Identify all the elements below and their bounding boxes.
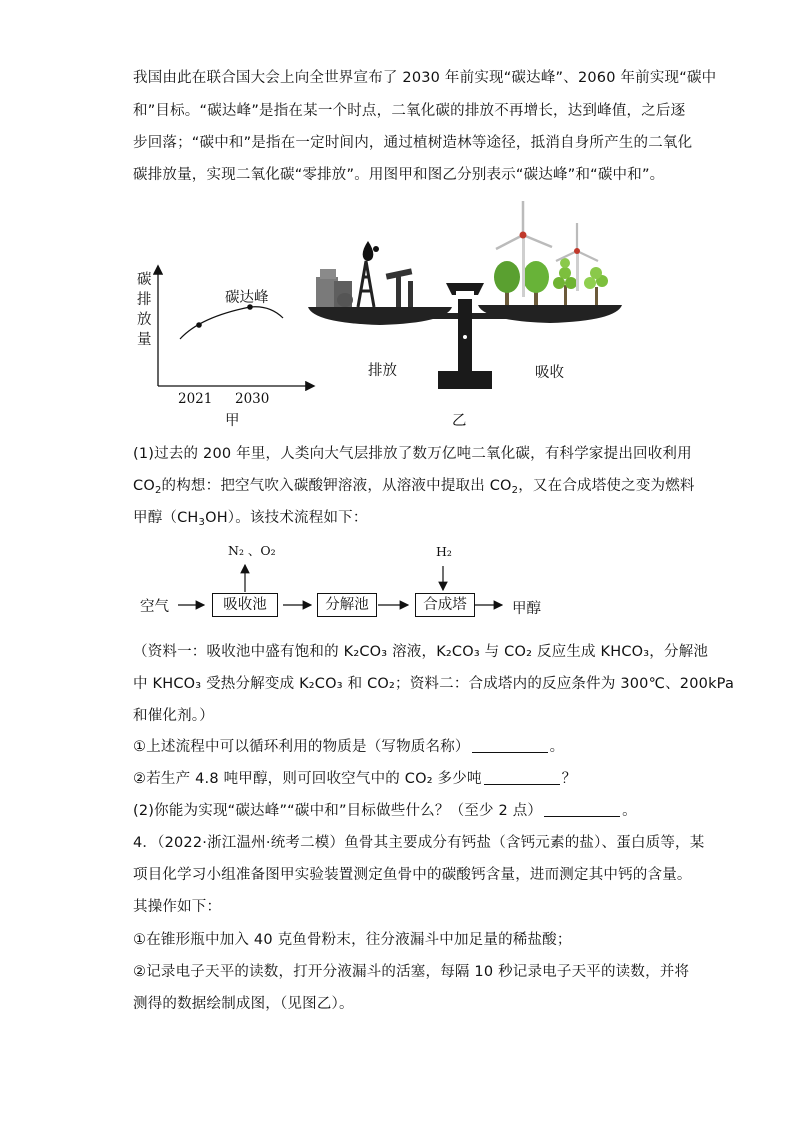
absorption-tank-box: 吸收池 [212,593,278,617]
subq-a: ①上述流程中可以循环利用的物质是（写物质名称） 。 [133,739,565,755]
figure-jia-caption: 甲 [225,413,240,429]
q1-line-2: $CO_2$的构想：把空气吹入碳酸钾溶液，从溶液中提取出 $CO_2$，又在合成塔使之变为燃料 [133,478,695,496]
q4-line-3: 其操作如下： [133,899,222,915]
intro-line-3: 步回落；“碳中和”是指在一定时间内，通过植树造林等途径，抵消自身所产生的二氧化 [133,135,693,151]
answer-blank-b[interactable] [484,770,560,785]
decomposition-tank-box: 分解池 [317,593,377,617]
q4-step-3: 测得的数据绘制成图，（见图乙）。 [133,996,354,1012]
flow-h2-input: H₂ [436,544,452,559]
synthesis-tower-box: 合成塔 [415,593,475,617]
subq-b: ②若生产 4.8 吨甲醇，则可回收空气中的 CO₂ 多少吨 ？ [133,771,577,787]
flow-n2-o2-output: N₂ 、O₂ [228,543,276,558]
answer-blank-c[interactable] [544,802,620,817]
figure-yi-caption: 乙 [452,413,467,429]
x-tick-2021: 2021 [178,391,213,407]
material-line-2: 中 KHCO₃ 受热分解变成 K₂CO₃ 和 CO₂；资料二：合成塔内的反应条件为 300℃、200kPa [133,676,735,692]
q4-step-2: ②记录电子天平的读数，打开分液漏斗的活塞，每隔 10 秒记录电子天平的读数，并将 [133,964,690,980]
q1-line-1: (1)过去的 200 年里，人类向大气层排放了数万亿吨二氧化碳，有科学家提出回收利用 [133,446,692,462]
subq-c: (2)你能为实现“碳达峰”“碳中和”目标做些什么？（至少 2 点） 。 [133,803,637,819]
material-line-3: 和催化剂。） [133,708,214,724]
intro-line-1: 我国由此在联合国大会上向全世界宣布了 2030 年前实现“碳达峰”、2060 年前实现“碳中 [133,70,717,86]
intro-line-4: 碳排放量，实现二氧化碳“零排放”。用图甲和图乙分别表示“碳达峰”和“碳中和”。 [133,167,665,183]
absorption-label: 吸收 [535,365,564,381]
q4-line-2: 项目化学习小组准备图甲实验装置测定鱼骨中的碳酸钙含量，进而测定其中钙的含量。 [133,867,692,883]
emission-label: 排放 [368,363,397,379]
intro-line-2: 和”目标。“碳达峰”是指在某一个时点，二氧化碳的排放不再增长，达到峰值，之后逐 [133,103,686,119]
x-tick-2030: 2030 [235,391,270,407]
flow-methanol: 甲醇 [512,601,541,617]
flow-air: 空气 [140,599,169,615]
q4-line-1: 4．（2022·浙江温州·统考二模）鱼骨其主要成分有钙盐（含钙元素的盐）、蛋白质等，某 [133,835,705,851]
answer-blank-a[interactable] [472,738,548,753]
q1-line-3: 甲醇$(CH_3OH)$。该技术流程如下： [133,510,368,528]
material-line-1: （资料一：吸收池中盛有饱和的 K₂CO₃ 溶液，K₂CO₃ 与 CO₂ 反应生成 KHCO₃，分解池 [133,644,709,660]
q4-step-1: ①在锥形瓶中加入 40 克鱼骨粉末，往分液漏斗中加足量的稀盐酸； [133,932,572,948]
peak-label: 碳达峰 [225,290,269,306]
figure-jia-ylabel: 碳 排 放 量 [137,272,152,348]
